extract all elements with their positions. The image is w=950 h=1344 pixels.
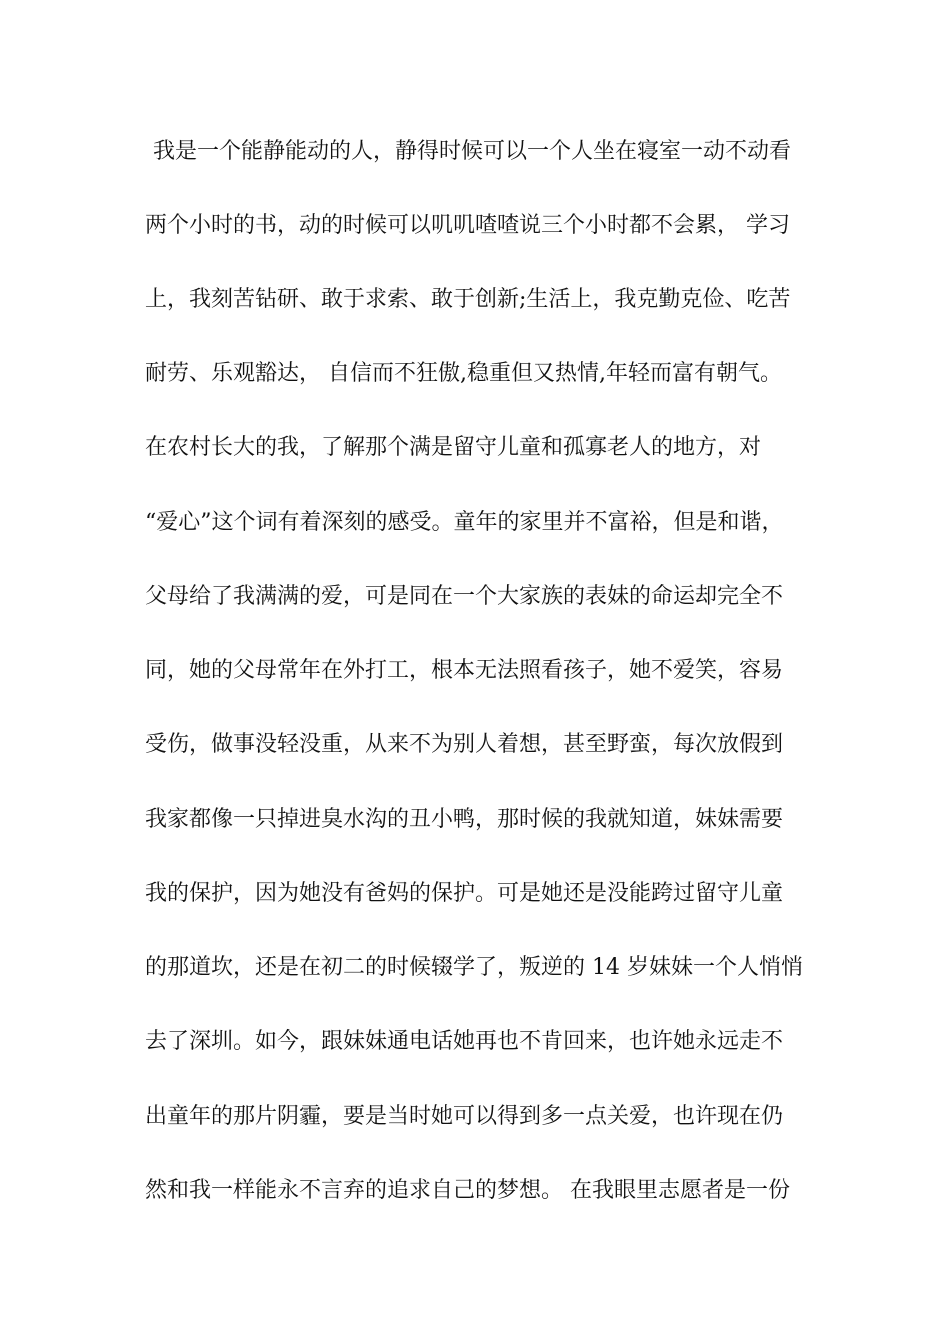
- text-line: 耐劳、乐观豁达， 自信而不狂傲,稳重但又热情,年轻而富有朝气。: [145, 361, 782, 386]
- text-line: 我家都像一只掉进臭水沟的丑小鸭，那时候的我就知道，妹妹需要: [145, 807, 784, 832]
- text-line: 的那道坎，还是在初二的时候辍学了，叛逆的 14 岁妹妹一个人悄悄: [145, 955, 803, 980]
- text-line: 受伤，做事没轻没重，从来不为别人着想，甚至野蛮，每次放假到: [145, 732, 784, 757]
- text-line: 去了深圳。如今，跟妹妹通电话她再也不肯回来，也许她永远走不: [145, 1029, 784, 1054]
- text-line: “爱心”这个词有着深刻的感受。童年的家里并不富裕，但是和谐，: [145, 510, 784, 535]
- text-line: 父母给了我满满的爱，可是同在一个大家族的表妹的命运却完全不: [145, 584, 784, 609]
- text-line: 然和我一样能永不言弃的追求自己的梦想。 在我眼里志愿者是一份: [145, 1178, 790, 1203]
- text-line: 我是一个能静能动的人，静得时候可以一个人坐在寝室一动不动看: [153, 139, 792, 164]
- text-line: 同，她的父母常年在外打工，根本无法照看孩子，她不爱笑，容易: [145, 658, 784, 683]
- text-line: 我的保护，因为她没有爸妈的保护。可是她还是没能跨过留守儿童: [145, 881, 784, 906]
- text-line: 上，我刻苦钻研、敢于求索、敢于创新;生活上，我克勤克俭、吃苦: [145, 287, 791, 312]
- text-line: 两个小时的书，动的时候可以叽叽喳喳说三个小时都不会累， 学习: [145, 213, 790, 238]
- text-line: 在农村长大的我，了解那个满是留守儿童和孤寡老人的地方，对: [145, 435, 762, 460]
- text-line: 出童年的那片阴霾，要是当时她可以得到多一点关爱，也许现在仍: [145, 1104, 784, 1129]
